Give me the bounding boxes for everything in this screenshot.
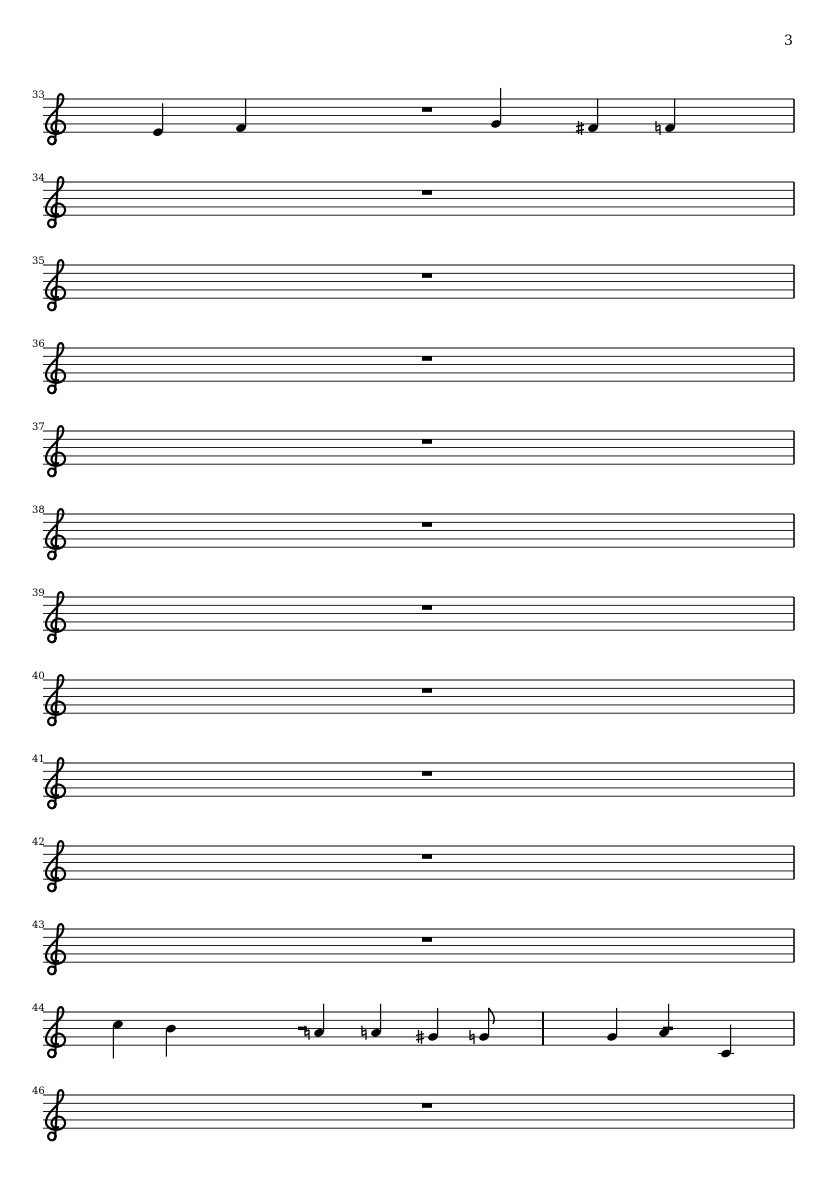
- measure-number: 34: [32, 173, 45, 184]
- whole-rest: [422, 439, 432, 444]
- treble-clef-icon: [46, 177, 65, 227]
- note-flag: [489, 1008, 495, 1024]
- staff-system: [32, 754, 794, 808]
- natural-icon: [362, 1026, 366, 1040]
- measure-number: 44: [32, 1003, 45, 1014]
- staff-system: [32, 256, 794, 310]
- whole-rest: [422, 688, 432, 693]
- treble-clef-icon: [46, 94, 65, 144]
- treble-clef-icon: [46, 1090, 65, 1140]
- measure-number: 39: [32, 588, 45, 599]
- measure-number: 40: [32, 671, 45, 682]
- treble-clef-icon: [46, 343, 65, 393]
- measure-number: 43: [32, 920, 45, 931]
- whole-rest: [422, 937, 432, 942]
- page-number: 3: [784, 33, 793, 49]
- measure-number: 42: [32, 837, 45, 848]
- measure-number: 46: [32, 1086, 45, 1097]
- treble-clef-icon: [46, 841, 65, 891]
- treble-clef-icon: [46, 426, 65, 476]
- measure-number: 33: [32, 90, 45, 101]
- treble-clef-icon: [46, 1007, 65, 1057]
- whole-rest: [422, 356, 432, 361]
- whole-rest: [422, 107, 432, 112]
- treble-clef-icon: [46, 924, 65, 974]
- staff-system: [32, 588, 794, 642]
- staff-system: [32, 339, 794, 393]
- measure-number: 36: [32, 339, 45, 350]
- sharp-icon: [576, 121, 584, 135]
- staff-system: [32, 88, 794, 144]
- staff-system: [32, 920, 794, 974]
- measure-number: 37: [32, 422, 45, 433]
- treble-clef-icon: [46, 592, 65, 642]
- whole-rest: [422, 273, 432, 278]
- treble-clef-icon: [46, 675, 65, 725]
- staff-system: [32, 1086, 794, 1140]
- whole-rest: [422, 522, 432, 527]
- whole-rest: [422, 190, 432, 195]
- whole-rest: [422, 771, 432, 776]
- measure-number: 38: [32, 505, 45, 516]
- whole-rest: [422, 854, 432, 859]
- staff-system: [32, 422, 794, 476]
- whole-rest: [422, 1103, 432, 1108]
- staff-system: [32, 505, 794, 559]
- natural-icon: [656, 121, 660, 135]
- staff-system: [32, 837, 794, 891]
- staff-system: [32, 671, 794, 725]
- treble-clef-icon: [46, 260, 65, 310]
- treble-clef-icon: [46, 509, 65, 559]
- measure-number: 41: [32, 754, 45, 765]
- rest-mark: [663, 1027, 673, 1031]
- staff-system: [32, 1003, 794, 1059]
- measure-number: 35: [32, 256, 45, 267]
- staff-system: [32, 173, 794, 227]
- whole-rest: [422, 605, 432, 610]
- treble-clef-icon: [46, 758, 65, 808]
